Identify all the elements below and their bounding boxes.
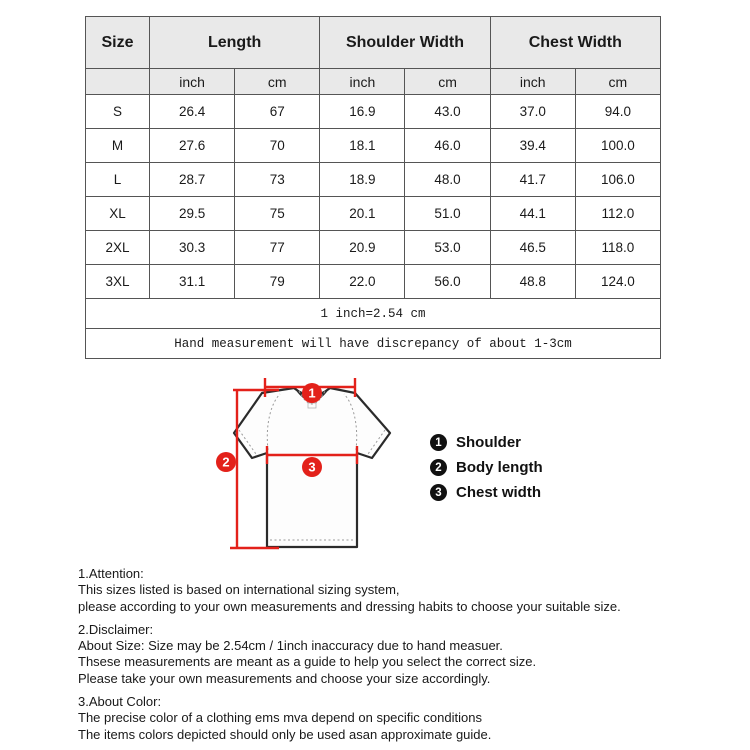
header-size: Size xyxy=(86,17,150,69)
table-note-row-inch xyxy=(86,299,661,329)
section-line: Thsese measurements are meant as a guide to help you select the correct size. xyxy=(78,654,537,670)
table-row-3xl xyxy=(86,265,661,299)
header-chest-width: Chest Width xyxy=(490,17,660,69)
legend-label: Chest width xyxy=(456,484,541,501)
unit-label: inch xyxy=(490,69,575,95)
unit-label: cm xyxy=(235,69,320,95)
section-title: 1.Attention: xyxy=(78,566,144,581)
value-cell: 20.1 xyxy=(320,197,405,231)
table-row-l xyxy=(86,163,661,197)
value-cell: 48.0 xyxy=(405,163,490,197)
value-cell: 30.3 xyxy=(150,231,235,265)
section-title: 3.About Color: xyxy=(78,694,162,710)
value-cell: 27.6 xyxy=(150,129,235,163)
value-cell: 22.0 xyxy=(320,265,405,299)
badge-1-number: 1 xyxy=(308,385,316,401)
section-line: The items colors depicted should only be used asan approximate guide. xyxy=(78,726,492,742)
value-cell: 53.0 xyxy=(405,231,490,265)
header-shoulder-width: Shoulder Width xyxy=(320,17,490,69)
value-cell: 77 xyxy=(235,231,320,265)
value-cell: 18.9 xyxy=(320,163,405,197)
value-cell: 67 xyxy=(235,95,320,129)
circled-1-icon: 1 xyxy=(430,434,447,451)
value-cell: 124.0 xyxy=(575,265,660,299)
value-cell: 28.7 xyxy=(150,163,235,197)
value-cell: 75 xyxy=(235,197,320,231)
unit-label: inch xyxy=(150,69,235,95)
size-chart-table xyxy=(85,16,661,359)
legend-item-shoulder xyxy=(430,430,543,455)
size-cell: 2XL xyxy=(86,231,150,265)
value-cell: 46.5 xyxy=(490,231,575,265)
circled-3-icon: 3 xyxy=(430,484,447,501)
value-cell: 26.4 xyxy=(150,95,235,129)
table-row-xl xyxy=(86,197,661,231)
value-cell: 16.9 xyxy=(320,95,405,129)
value-cell: 73 xyxy=(235,163,320,197)
badge-3-number: 3 xyxy=(308,459,316,475)
value-cell: 37.0 xyxy=(490,95,575,129)
section-line: The precise color of a clothing ems mva depend on specific conditions xyxy=(78,710,482,726)
section-attention xyxy=(78,566,743,615)
value-cell: 106.0 xyxy=(575,163,660,197)
unit-label: cm xyxy=(405,69,490,95)
size-cell: L xyxy=(86,163,150,197)
value-cell: 118.0 xyxy=(575,231,660,265)
units-empty-cell xyxy=(86,69,150,95)
section-line: This sizes listed is based on international sizing system, xyxy=(78,582,400,598)
table-units-row xyxy=(86,69,661,95)
info-sections xyxy=(78,566,743,750)
legend-item-chest-width xyxy=(430,480,543,505)
value-cell: 94.0 xyxy=(575,95,660,129)
section-line: About Size: Size may be 2.54cm / 1inch inaccuracy due to hand measuer. xyxy=(78,638,503,654)
badge-2-body-length xyxy=(216,452,236,472)
note-inch-conversion: 1 inch=2.54 cm xyxy=(86,299,661,329)
section-about-color xyxy=(78,694,743,743)
value-cell: 79 xyxy=(235,265,320,299)
table-header-row xyxy=(86,17,661,69)
value-cell: 41.7 xyxy=(490,163,575,197)
table-row-2xl xyxy=(86,231,661,265)
value-cell: 20.9 xyxy=(320,231,405,265)
size-cell: M xyxy=(86,129,150,163)
table-row-m xyxy=(86,129,661,163)
badge-1-shoulder xyxy=(302,383,322,403)
legend-label: Shoulder xyxy=(456,434,522,451)
measurement-legend xyxy=(430,430,543,505)
legend-item-body-length xyxy=(430,455,543,480)
size-cell: S xyxy=(86,95,150,129)
circled-2-icon: 2 xyxy=(430,459,447,476)
section-disclaimer xyxy=(78,622,743,687)
size-cell: 3XL xyxy=(86,265,150,299)
value-cell: 100.0 xyxy=(575,129,660,163)
badge-2-number: 2 xyxy=(222,454,230,470)
value-cell: 112.0 xyxy=(575,197,660,231)
value-cell: 29.5 xyxy=(150,197,235,231)
header-length: Length xyxy=(150,17,320,69)
section-line: please according to your own measurements and dressing habits to choose your suitable size. xyxy=(78,598,621,614)
legend-label: Body length xyxy=(456,459,543,476)
value-cell: 46.0 xyxy=(405,129,490,163)
section-line: Please take your own measurements and choose your size accordingly. xyxy=(78,670,491,686)
unit-label: cm xyxy=(575,69,660,95)
value-cell: 48.8 xyxy=(490,265,575,299)
value-cell: 43.0 xyxy=(405,95,490,129)
note-hand-measurement: Hand measurement will have discrepancy of about 1-3cm xyxy=(86,329,661,359)
value-cell: 44.1 xyxy=(490,197,575,231)
value-cell: 51.0 xyxy=(405,197,490,231)
section-title: 2.Disclaimer: xyxy=(78,621,154,637)
value-cell: 39.4 xyxy=(490,129,575,163)
table-note-row-measure xyxy=(86,329,661,359)
size-cell: XL xyxy=(86,197,150,231)
value-cell: 18.1 xyxy=(320,129,405,163)
value-cell: 31.1 xyxy=(150,265,235,299)
table-row-s xyxy=(86,95,661,129)
value-cell: 56.0 xyxy=(405,265,490,299)
unit-label: inch xyxy=(320,69,405,95)
tshirt-measurement-diagram xyxy=(212,370,412,565)
value-cell: 70 xyxy=(235,129,320,163)
size-chart-table-wrap xyxy=(85,16,661,359)
badge-3-chest-width xyxy=(302,457,322,477)
